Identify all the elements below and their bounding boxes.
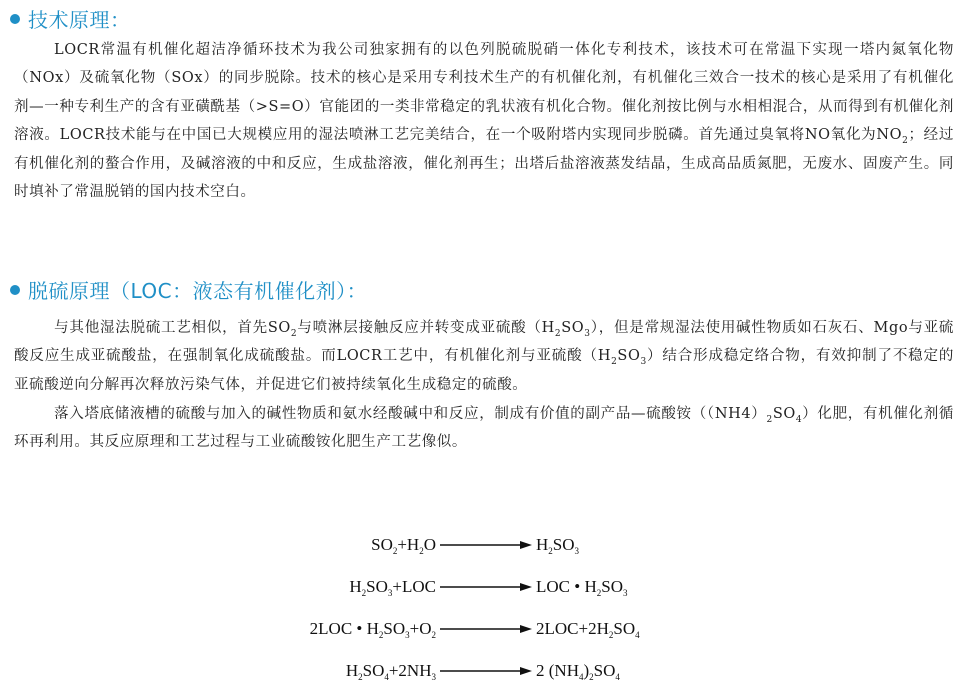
- equation-products: $2LOC+2H_2SO_4$: [536, 619, 640, 640]
- equation-reactants: $H_2SO_3+LOC$: [349, 577, 436, 598]
- section-heading-technology: [10, 4, 131, 33]
- arrow-right-icon: [440, 582, 532, 592]
- equation-reactants: $H_2SO_4+2NH_3$: [345, 661, 436, 682]
- bullet-icon: [10, 14, 20, 24]
- technology-paragraph: LOCR常温有机催化超洁净循环技术为我公司独家拥有的以色列脱硫脱硝一体化专利技术，该技术可在常温下实现一塔内氮氧化物（NOx）及硫氧化物（SOx）的同步脱除。技术的核心是采用专利技术生产的有机催化剂，有机催化三效合一技术的核心是采用了有机催化剂—一种专利生产的含有亚磺酰基（>S=O）官能团的一类非常稳定的乳状液有机化合物。催化剂按比例与水相相混合，从而得到有机催化剂溶液。LOCR技术能与在中国已大规模应用的湿法喷淋工艺完美结合，在一个吸附塔内实现同步脱磷。首先通过臭氧将NO氧化为$NO_2$；经过有机催化剂的螯合作用，及碱溶液的中和反应，生成盐溶液，催化剂再生；出塔后盐溶液蒸发结晶，生成高品质氮肥，无废水、固废产生。同时填补了常温脱销的国内技术空白。: [14, 42, 954, 201]
- desulfurization-paragraph-1: 与其他湿法脱硫工艺相似，首先$SO_2$与喷淋层接触反应并转变成亚硫酸$(H_2SO_3)$，但是常规湿法使用碱性物质如石灰石、Mgo与亚硫酸反应生成亚硫酸盐，在强制氧化成硫酸盐。而LOCR工艺中，有机催化剂与亚硫酸$(H_2SO_3)$结合形成稳定络合物，有效抑制了不稳定的亚硫酸逆向分解再次释放污染气体，并促进它们被持续氧化生成稳定的硫酸。: [14, 320, 955, 393]
- heading-text: 脱硫原理（LOC：液态有机催化剂）：: [28, 279, 368, 303]
- arrow-right-icon: [440, 666, 532, 676]
- arrow-right-icon: [440, 624, 532, 634]
- arrow-right-icon: [440, 540, 532, 550]
- reaction-equations: [0, 524, 970, 692]
- equation-row: [0, 608, 970, 650]
- equation-reactants: 2LOC • $H_2SO_3+O_2$: [309, 619, 436, 640]
- equation-products: LOC • $H_2SO_3$: [536, 577, 628, 598]
- equation-row: [0, 524, 970, 566]
- section-heading-desulfurization: [10, 275, 367, 304]
- equation-products: 2 $(NH_4)_2SO_4$: [536, 661, 620, 682]
- bullet-icon: [10, 285, 20, 295]
- equation-row: [0, 650, 970, 692]
- equation-reactants: $SO_2+H_2O$: [371, 535, 436, 556]
- equation-products: $H_2SO_3$: [536, 535, 580, 556]
- desulfurization-paragraph-2: 落入塔底储液槽的硫酸与加入的碱性物质和氨水经酸碱中和反应，制成有价值的副产品—硫酸铵$((NH4)_2SO_4)$化肥，有机催化剂循环再利用。其反应原理和工艺过程与工业硫酸铵化肥生产工艺像似。: [14, 406, 954, 451]
- heading-text: 技术原理：: [28, 8, 131, 32]
- equation-row: [0, 566, 970, 608]
